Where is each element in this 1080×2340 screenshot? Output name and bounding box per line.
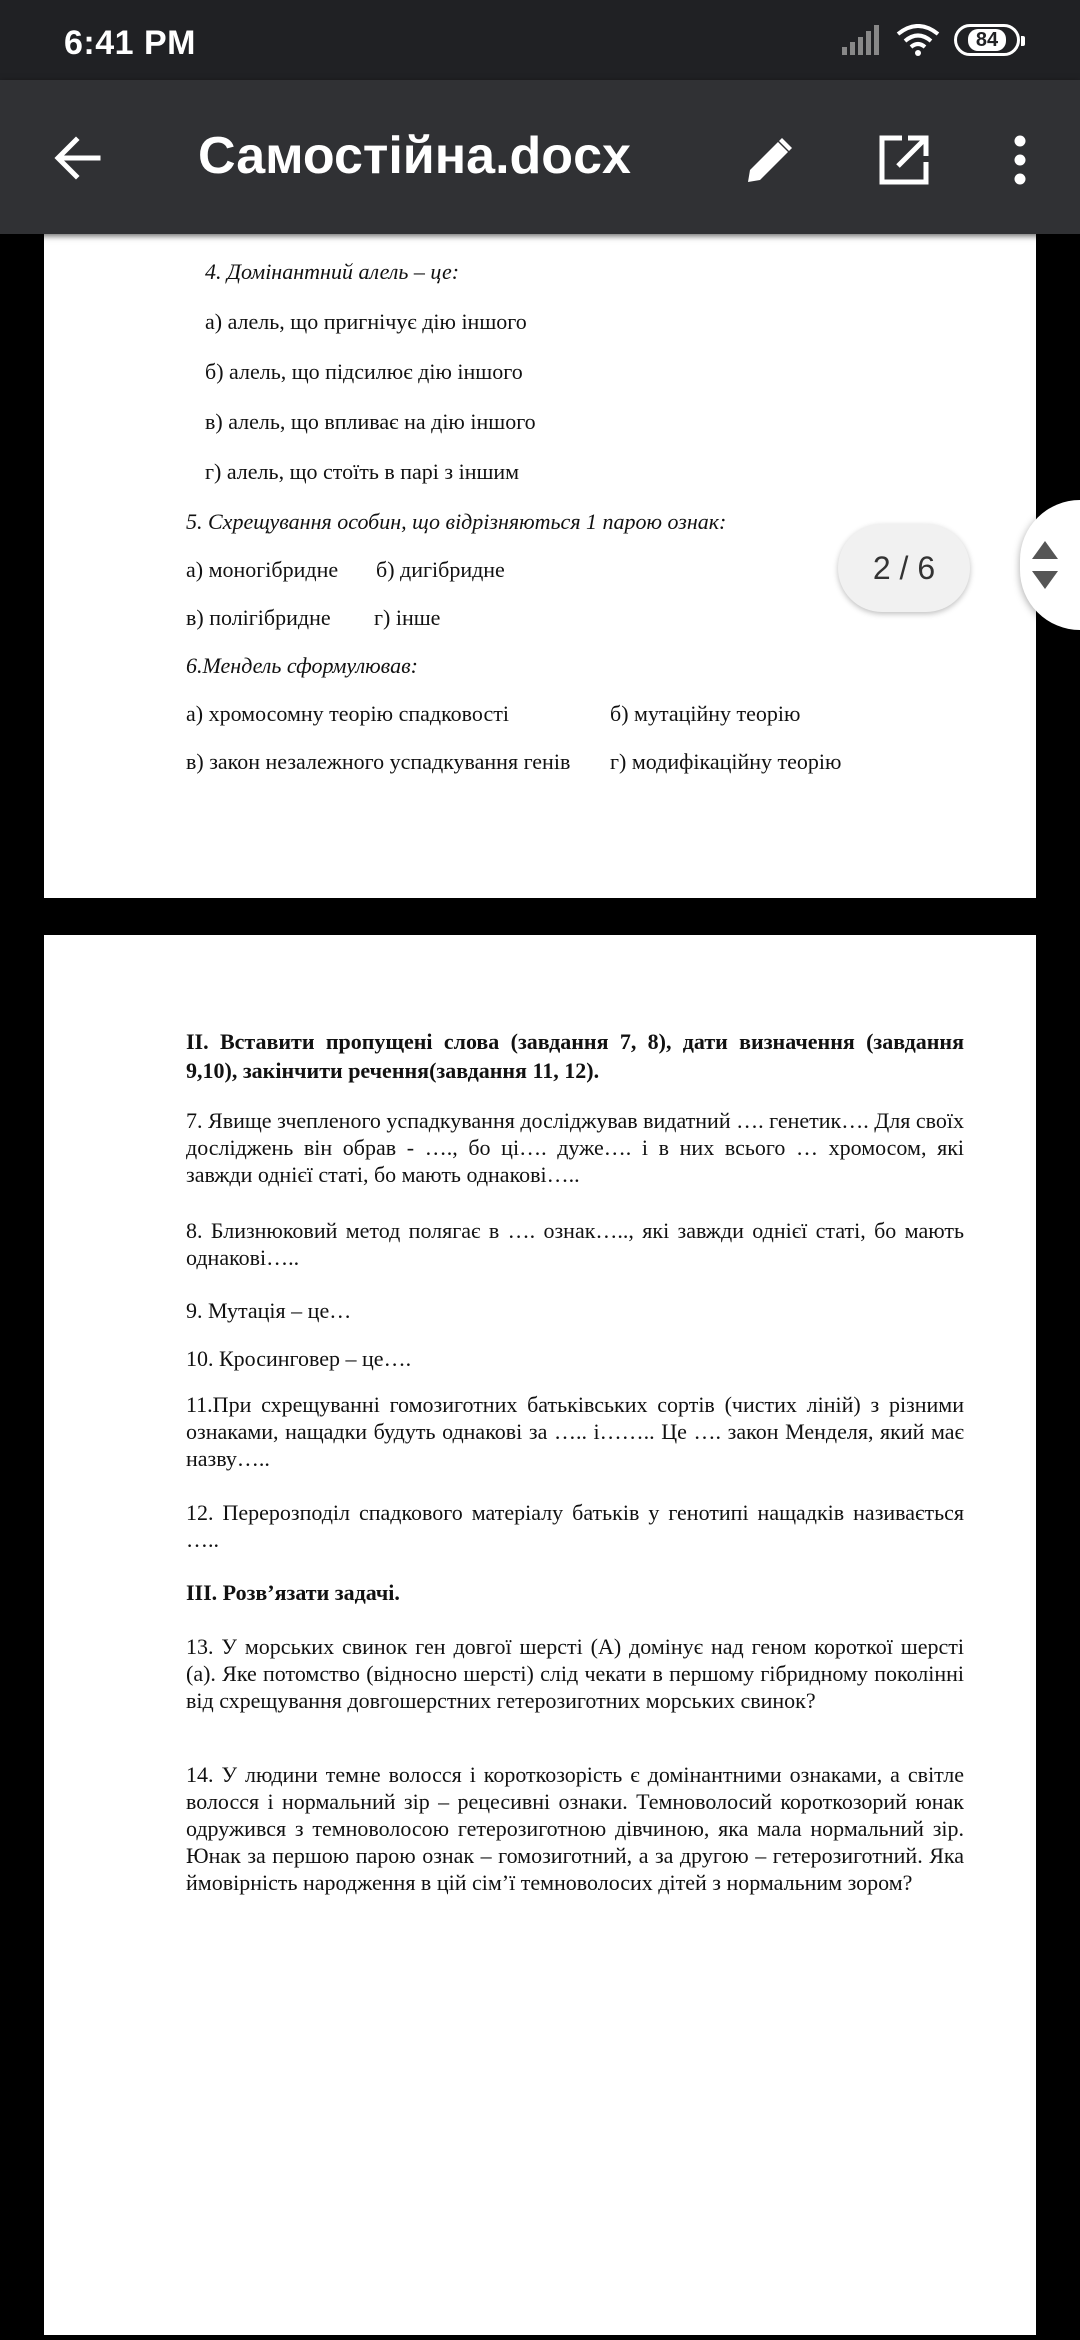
scroll-arrows-icon <box>1030 535 1060 595</box>
question-4-option-d: г) алель, що стоїть в парі з іншим <box>205 459 520 484</box>
back-button[interactable] <box>40 120 116 196</box>
question-4-option-b: б) алель, що підсилює дію іншого <box>205 359 523 384</box>
task-8: 8. Близнюковий метод полягає в …. ознак….., які завжди однієї статі, бо мають однакові….. <box>186 1218 964 1270</box>
status-icons <box>842 22 1020 58</box>
signal-icon <box>842 25 882 55</box>
question-6-option-d: г) модифікаційну теорію <box>610 749 842 774</box>
pencil-icon <box>742 132 798 188</box>
question-6-title: 6.Мендель сформулював: <box>186 653 418 678</box>
question-5-option-b: б) дигібридне <box>376 557 505 582</box>
question-5-option-d: г) інше <box>374 605 441 630</box>
document-page-2 <box>44 935 1036 2335</box>
edit-button[interactable] <box>730 120 810 200</box>
task-7: 7. Явище зчепленого успадкування досліджував видатний …. генетик…. Для своїх досліджень він обрав - …., бо ці…. дуже…. і в них всього … хромосом, які завжди однієї статі, бо мають однакові….. <box>186 1108 964 1187</box>
more-options-button[interactable] <box>990 120 1050 200</box>
question-5-title: 5. Схрещування особин, що відрізняються 1 парою ознак: <box>186 509 727 534</box>
app-bar <box>0 80 1080 234</box>
document-title: Самостійна.docx <box>198 127 631 185</box>
wifi-icon <box>896 24 940 56</box>
task-12: 12. Перерозподіл спадкового матеріалу батьків у генотипі нащадків називається ….. <box>186 1500 964 1552</box>
task-13: 13. У морських свинок ген довгої шерсті (А) домінує над геном короткої шерсті (а). Яке потомство (відносно шерсті) слід чекати в першому гібридному поколінні від схрещування довгошерстних гетерозиготних морських свинок? <box>186 1634 964 1713</box>
question-6-option-b: б) мутаційну теорію <box>610 701 801 726</box>
status-bar <box>0 0 1080 80</box>
section-2-heading: ІІ. Вставити пропущені слова (завдання 7, 8), дати визначення (завдання 9,10), закінчити речення(завдання 11, 12). <box>186 1029 964 1083</box>
question-4-option-c: в) алель, що впливає на дію іншого <box>205 409 536 434</box>
battery-icon <box>954 24 1020 56</box>
open-external-button[interactable] <box>864 120 944 200</box>
question-6-option-a: а) хромосомну теорію спадковості <box>186 701 509 726</box>
open-in-new-icon <box>876 132 932 188</box>
task-14: 14. У людини темне волосся і короткозорість є домінантними ознаками, а світле волосся і нормальний зір – рецесивні ознаки. Темноволосий короткозорий юнак одружився з темноволосою гетерозиготною дівчиною, яка мала нормальний зір. Юнак за першою парою ознак – гомозиготний, а за другою – гетерозиготний. Яка ймовірність народження в цій сім’ї темноволосих дітей з нормальним зором? <box>186 1762 964 1895</box>
question-5-option-c: в) полігібридне <box>186 605 331 630</box>
status-time: 6:41 PM <box>64 24 196 62</box>
question-5-option-a: а) моногібридне <box>186 557 339 582</box>
task-10: 10. Кросинговер – це…. <box>186 1346 412 1371</box>
question-6-option-c: в) закон незалежного успадкування генів <box>186 749 571 774</box>
task-9: 9. Мутація – це… <box>186 1298 352 1323</box>
question-4-title: 4. Домінантний алель – це: <box>205 259 460 284</box>
arrow-back-icon <box>52 132 104 184</box>
task-11: 11.При схрещуванні гомозиготних батьківських сортів (чистих ліній) з різними ознаками, нащадки будуть однакові за ….. і…….. Це …. закон Менделя, який має назву….. <box>186 1392 964 1471</box>
section-3-heading: ІІІ. Розв’язати задачі. <box>186 1580 400 1605</box>
more-vert-icon <box>1012 134 1028 186</box>
battery-level: 84 <box>968 29 1006 51</box>
page-indicator: 2 / 6 <box>838 524 970 612</box>
question-4-option-a: а) алель, що пригнічує дію іншого <box>205 309 527 334</box>
